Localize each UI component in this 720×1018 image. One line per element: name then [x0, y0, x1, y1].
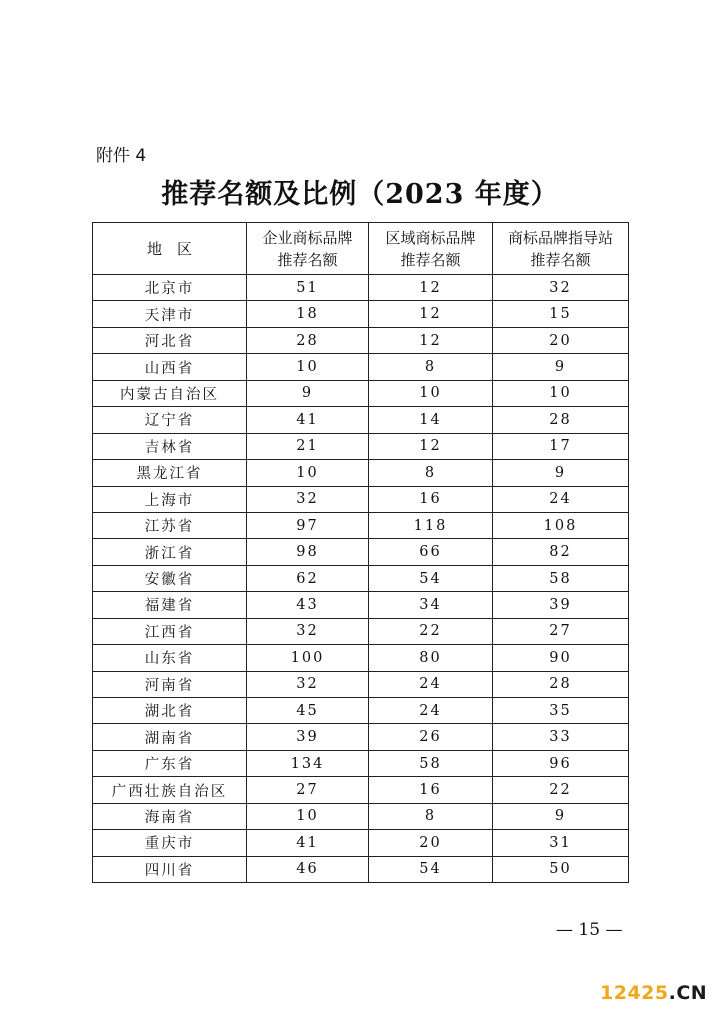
- cell-station-quota: 28: [493, 407, 629, 433]
- cell-regional-quota: 16: [369, 777, 493, 803]
- cell-station-quota: 96: [493, 750, 629, 776]
- cell-regional-quota: 12: [369, 433, 493, 459]
- cell-enterprise-quota: 51: [247, 275, 369, 301]
- cell-enterprise-quota: 28: [247, 327, 369, 353]
- cell-enterprise-quota: 32: [247, 486, 369, 512]
- cell-station-quota: 9: [493, 354, 629, 380]
- cell-region: 重庆市: [93, 830, 247, 856]
- cell-regional-quota: 8: [369, 460, 493, 486]
- cell-enterprise-quota: 97: [247, 512, 369, 538]
- cell-enterprise-quota: 45: [247, 698, 369, 724]
- cell-enterprise-quota: 39: [247, 724, 369, 750]
- cell-regional-quota: 10: [369, 380, 493, 406]
- cell-regional-quota: 12: [369, 327, 493, 353]
- table-row: [93, 460, 629, 486]
- cell-enterprise-quota: 100: [247, 645, 369, 671]
- cell-enterprise-quota: 98: [247, 539, 369, 565]
- cell-enterprise-quota: 10: [247, 803, 369, 829]
- cell-region: 上海市: [93, 486, 247, 512]
- table-row: [93, 777, 629, 803]
- table-row: [93, 539, 629, 565]
- cell-region: 山西省: [93, 354, 247, 380]
- page-number: — 15 —: [556, 920, 623, 940]
- table-row: [93, 380, 629, 406]
- table-row: [93, 275, 629, 301]
- cell-enterprise-quota: 10: [247, 354, 369, 380]
- cell-station-quota: 39: [493, 592, 629, 618]
- cell-station-quota: 90: [493, 645, 629, 671]
- cell-regional-quota: 24: [369, 671, 493, 697]
- header-regional-brand: 区域商标品牌 推荐名额: [369, 223, 493, 275]
- cell-regional-quota: 54: [369, 565, 493, 591]
- cell-region: 黑龙江省: [93, 460, 247, 486]
- cell-station-quota: 27: [493, 618, 629, 644]
- cell-region: 浙江省: [93, 539, 247, 565]
- cell-enterprise-quota: 9: [247, 380, 369, 406]
- cell-regional-quota: 54: [369, 856, 493, 882]
- table-row: [93, 671, 629, 697]
- cell-regional-quota: 12: [369, 275, 493, 301]
- document-title: 推荐名额及比例（2023 年度）: [161, 179, 559, 210]
- cell-enterprise-quota: 27: [247, 777, 369, 803]
- cell-enterprise-quota: 32: [247, 671, 369, 697]
- table-row: [93, 512, 629, 538]
- quota-table: [92, 222, 629, 883]
- cell-regional-quota: 22: [369, 618, 493, 644]
- cell-regional-quota: 8: [369, 354, 493, 380]
- table-row: [93, 592, 629, 618]
- table-row: [93, 618, 629, 644]
- cell-station-quota: 28: [493, 671, 629, 697]
- cell-enterprise-quota: 46: [247, 856, 369, 882]
- cell-region: 湖南省: [93, 724, 247, 750]
- table-row: [93, 750, 629, 776]
- cell-station-quota: 31: [493, 830, 629, 856]
- table-row: [93, 803, 629, 829]
- cell-station-quota: 50: [493, 856, 629, 882]
- cell-enterprise-quota: 134: [247, 750, 369, 776]
- cell-enterprise-quota: 43: [247, 592, 369, 618]
- table-row: [93, 327, 629, 353]
- table-body: [93, 275, 629, 883]
- cell-enterprise-quota: 41: [247, 830, 369, 856]
- table-row: [93, 645, 629, 671]
- watermark-domain: .CN: [668, 982, 708, 1004]
- cell-region: 福建省: [93, 592, 247, 618]
- cell-regional-quota: 34: [369, 592, 493, 618]
- cell-station-quota: 20: [493, 327, 629, 353]
- cell-region: 辽宁省: [93, 407, 247, 433]
- attachment-label: 附件 4: [96, 146, 147, 166]
- cell-station-quota: 82: [493, 539, 629, 565]
- cell-enterprise-quota: 62: [247, 565, 369, 591]
- cell-regional-quota: 8: [369, 803, 493, 829]
- table-row: [93, 856, 629, 882]
- cell-region: 北京市: [93, 275, 247, 301]
- table-row: [93, 698, 629, 724]
- cell-region: 天津市: [93, 301, 247, 327]
- cell-enterprise-quota: 41: [247, 407, 369, 433]
- header-guidance-station: 商标品牌指导站 推荐名额: [493, 223, 629, 275]
- cell-region: 广东省: [93, 750, 247, 776]
- cell-station-quota: 15: [493, 301, 629, 327]
- cell-regional-quota: 14: [369, 407, 493, 433]
- table-row: [93, 724, 629, 750]
- cell-station-quota: 9: [493, 460, 629, 486]
- cell-region: 广西壮族自治区: [93, 777, 247, 803]
- cell-regional-quota: 26: [369, 724, 493, 750]
- cell-regional-quota: 16: [369, 486, 493, 512]
- header-enterprise-brand: 企业商标品牌 推荐名额: [247, 223, 369, 275]
- cell-enterprise-quota: 32: [247, 618, 369, 644]
- cell-regional-quota: 66: [369, 539, 493, 565]
- cell-station-quota: 24: [493, 486, 629, 512]
- cell-regional-quota: 24: [369, 698, 493, 724]
- cell-enterprise-quota: 21: [247, 433, 369, 459]
- cell-region: 吉林省: [93, 433, 247, 459]
- cell-regional-quota: 58: [369, 750, 493, 776]
- cell-region: 河南省: [93, 671, 247, 697]
- table-row: [93, 565, 629, 591]
- cell-station-quota: 32: [493, 275, 629, 301]
- cell-station-quota: 33: [493, 724, 629, 750]
- cell-regional-quota: 20: [369, 830, 493, 856]
- cell-station-quota: 17: [493, 433, 629, 459]
- cell-station-quota: 22: [493, 777, 629, 803]
- cell-enterprise-quota: 10: [247, 460, 369, 486]
- cell-enterprise-quota: 18: [247, 301, 369, 327]
- cell-regional-quota: 80: [369, 645, 493, 671]
- cell-regional-quota: 12: [369, 301, 493, 327]
- cell-regional-quota: 118: [369, 512, 493, 538]
- cell-station-quota: 35: [493, 698, 629, 724]
- cell-station-quota: 9: [493, 803, 629, 829]
- site-watermark: [600, 982, 707, 1004]
- cell-region: 海南省: [93, 803, 247, 829]
- cell-region: 江苏省: [93, 512, 247, 538]
- cell-region: 江西省: [93, 618, 247, 644]
- header-region: 地 区: [93, 223, 247, 275]
- table-row: [93, 830, 629, 856]
- cell-region: 内蒙古自治区: [93, 380, 247, 406]
- watermark-digits: 12425: [600, 982, 669, 1004]
- table-header-row: [93, 223, 629, 275]
- cell-station-quota: 10: [493, 380, 629, 406]
- table-row: [93, 407, 629, 433]
- cell-region: 四川省: [93, 856, 247, 882]
- table-row: [93, 354, 629, 380]
- cell-station-quota: 58: [493, 565, 629, 591]
- cell-region: 山东省: [93, 645, 247, 671]
- cell-station-quota: 108: [493, 512, 629, 538]
- table-row: [93, 486, 629, 512]
- cell-region: 湖北省: [93, 698, 247, 724]
- cell-region: 安徽省: [93, 565, 247, 591]
- table-row: [93, 433, 629, 459]
- table-row: [93, 301, 629, 327]
- cell-region: 河北省: [93, 327, 247, 353]
